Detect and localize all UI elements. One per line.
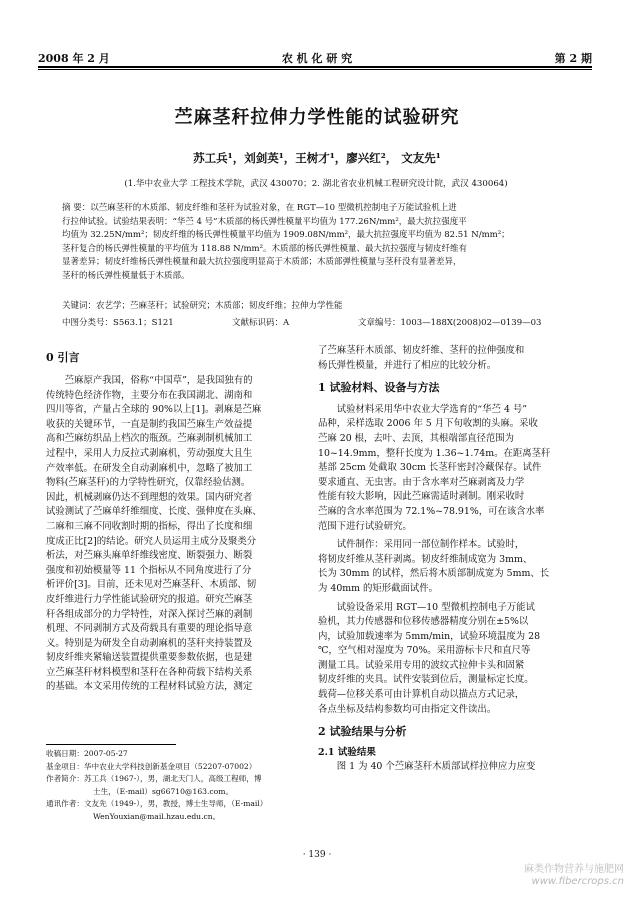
document-code: 文献标识码：A: [232, 318, 290, 328]
text-line: 将韧皮纤维从茎秆剥离。韧皮纤维制成宽为 3mm、: [318, 553, 533, 565]
author-list: 苏工兵¹，刘剑英¹，王树才¹，廖兴红²， 文友先¹: [193, 151, 441, 165]
affiliation: (1.华中农业大学 工程技术学院，武汉 430070；2. 湖北省农业机械工程研究设计院，武汉 430064): [124, 179, 508, 189]
footnote-received: 收稿日期：2007-05-27: [46, 749, 128, 758]
journal-name: 农 机 化 研 究: [281, 52, 353, 65]
text-line: 验机，其力传感器和位移传感器精度分别在±5%以: [318, 616, 529, 628]
text-line: 析法，对苎麻头麻单纤维线密度、断裂强力、断裂: [46, 550, 253, 562]
footnote-corresponding-cont: WenYouxian@mail.hzau.edu.cn。: [93, 811, 221, 821]
text-line: 物料(苎麻茎秆)的力学特性研究，仅靠经验估测。: [46, 477, 251, 489]
intro-body: [46, 374, 302, 695]
text-line: 高和苎麻纺织品上档次的瓶颈。苎麻剥制机械加工: [46, 433, 253, 445]
text-line: 试验设备采用 RGT—10 型微机控制电子万能试: [336, 601, 535, 613]
article-number: 文章编号：1003—188X(2008)02—0139—03: [358, 318, 542, 328]
text-line: 苎麻原产我国，俗称“中国草”，是我国独有的: [64, 375, 253, 386]
text-line: 性能有较大影响，因此苎麻需适时剥制。刚采收时: [318, 491, 525, 503]
text-line: 产效率低。在研发全自动剥麻机中，忽略了被加工: [46, 462, 253, 474]
issue-number: 第 2 期: [554, 52, 592, 65]
footnote-author: 作者简介：苏工兵（1967-），男，湖北天门人，高级工程师，博: [46, 774, 262, 783]
paper-title: 苎麻茎秆拉伸力学性能的试验研究: [174, 107, 460, 128]
footnote-rule: [46, 744, 176, 745]
text-line: 二麻和三麻不同收割时期的指标，得出了长度和细: [46, 520, 253, 532]
text-line: 长为 30mm 的试样，然后将木质部制成宽为 5mm、长: [318, 568, 550, 580]
text-line: 过程中，采用人力反拉式剥麻机，劳动强度大且生: [46, 447, 253, 459]
text-line: 的基础。本文采用传统的工程材料试验方法，测定: [46, 681, 253, 693]
abstract-line: 行拉伸试验。试验结果表明：“华苎 4 号”木质部的杨氏弹性模量平均值为 177.26N/mm²，最大抗拉强度平: [62, 216, 467, 227]
abstract: [62, 202, 572, 284]
text-line: 试件制作：采用同一部位制作样本。试验时，: [336, 539, 525, 551]
text-line: 试验材料采用华中农业大学选育的“华苎 4 号”: [336, 403, 528, 415]
text-line: 苎麻 20 根，去叶、去顶，其根端部直径范围为: [318, 432, 515, 444]
footnote-funding: 基金项目：华中农业大学科技创新基金项目（52207-07002）: [46, 761, 257, 771]
text-line: 义。特别是为研发全自动剥麻机的茎秆夹持装置及: [46, 637, 253, 649]
text-line: 四川等省，产量占全球的 90%以上[1]。剥麻是苎麻: [46, 404, 262, 416]
header-rule: [38, 66, 592, 68]
abstract-line: 均值为 32.25N/mm²；韧皮纤维的杨氏弹性模量平均值为 1909.08N/mm²，最大抗拉强度平均值为 82.51 N/mm²；: [62, 230, 510, 241]
text-line: 韧皮纤维的夹具。试件安装到位后，测量标定长度。: [318, 674, 534, 686]
text-line: 收获的关键环节，一直是制约我国苎麻生产效益提: [46, 418, 253, 430]
text-line: 秆各组成部分的力学特性，对深入探讨苎麻的剥制: [46, 608, 253, 620]
footnote-author-cont: 士生，（E-mail）sg66710@163.com。: [93, 786, 234, 796]
abstract-line: 茎秆复合的杨氏弹性模量的平均值为 118.88 N/mm²。木质部的杨氏弹性模量、最大抗拉强度与韧皮纤维有: [62, 243, 467, 254]
section-heading-results: 2 试验结果与分析: [318, 725, 407, 739]
text-line: 机理、不同剥制方式及荷载具有重要的理论指导意: [46, 623, 253, 635]
text-line: 测量工具。试验采用专用的波纹式拉伸卡头和固紧: [318, 659, 525, 671]
text-line: 度成正比[2]的结论。研究人员运用主成分及聚类分: [46, 535, 257, 547]
subsection-heading: 2.1 试验结果: [318, 746, 376, 758]
text-line: 韧皮纤维夹紧输送装置提供重要参数依据，也是建: [46, 652, 253, 664]
text-line: 析评价[3]。目前，还未见对苎麻茎秆、木质部、韧: [46, 579, 257, 591]
text-line: 传统特色经济作物，主要分布在我国湖北、湖南和: [46, 389, 253, 401]
watermark-text: 麻类作物营养与施肥网: [524, 864, 624, 875]
journal-date: 2008 年 2 月: [38, 52, 110, 65]
clc-number: 中图分类号：S563.1；S121: [62, 318, 174, 328]
text-line: 强度和初始模量等 11 个指标从不同角度进行了分: [46, 564, 252, 576]
text-line: 因此，机械剥麻仍达不到理想的效果。国内研究者: [46, 491, 253, 503]
text-line: 内，试验加载速率为 5mm/min，试验环境温度为 28: [318, 630, 541, 642]
text-line: ℃，空气相对湿度为 70%。采用游标卡尺和直尺等: [318, 645, 531, 657]
abstract-line: 显著差异；韧皮纤维杨氏弹性模量和最大抗拉强度明显高于木质部；木质部弹性模量与茎秆没有显著差异，: [62, 257, 462, 268]
text-line: 皮纤维进行力学性能试验研究的报道。研究苎麻茎: [46, 593, 253, 605]
section-heading-introduction: 0 引言: [46, 351, 80, 364]
text-line: 要求通直、无虫害。由于含水率对苎麻剥离及力学: [318, 476, 525, 488]
text-line: 图 1 为 40 个苎麻茎秆木质部试样拉伸应力应变: [336, 761, 536, 773]
footnote-corresponding: 通讯作者：文友先（1949-），男，教授，博士生导师，（E-mail）: [46, 799, 268, 808]
footnotes: [46, 748, 301, 823]
text-line: 为 40mm 的矩形截面试件。: [318, 582, 439, 594]
text-line: 载荷—位移关系可由计算机自动以描点方式记录，: [318, 689, 525, 701]
text-line: 试验测试了苎麻单纤维细度、长度、强伸度在头麻、: [46, 506, 262, 518]
abstract-line: 茎秆的杨氏弹性模量低于木质部。: [62, 270, 190, 281]
text-line: 苎麻的含水率范围为 72.1%~78.91%，可在该含水率: [318, 505, 545, 517]
header-rule-thin: [38, 69, 592, 70]
text-line: 立苎麻茎秆材料模型和茎秆在各种荷载下结构关系: [46, 666, 253, 678]
text-line: 各点坐标及结构参数均可由指定文件读出。: [318, 703, 497, 715]
right-column: [318, 344, 590, 775]
abstract-line: 摘 要：以苎麻茎秆的木质部、韧皮纤维和茎秆为试验对象，在 RGT—10 型微机控制电子万能试验机上进: [62, 203, 457, 213]
text-line: 了苎麻茎秆木质部、韧皮纤维、茎秆的拉伸强度和: [318, 345, 525, 356]
keywords: 关键词：农艺学；苎麻茎秆；试验研究；木质部；韧皮纤维；拉伸力学性能: [62, 301, 343, 311]
watermark-url: www.fibercrops.cn: [531, 876, 624, 887]
text-line: 基部 25cm 处截取 30cm 长茎秆密封冷藏保存。试件: [318, 462, 542, 474]
text-line: 范围下进行试验研究。: [318, 520, 412, 532]
section-heading-materials: 1 试验材料、设备与方法: [318, 381, 440, 395]
text-line: 10~14.9mm，整秆长度为 1.36~1.74m。在距离茎秆: [318, 447, 551, 459]
text-line: 杨氏弹性模量，并进行了相应的比较分析。: [318, 359, 497, 371]
page-number: · 139 ·: [302, 850, 332, 860]
text-line: 品种，采样选取 2006 年 5 月下旬收割的头麻。采收: [318, 418, 538, 430]
classification-row: [62, 316, 572, 328]
